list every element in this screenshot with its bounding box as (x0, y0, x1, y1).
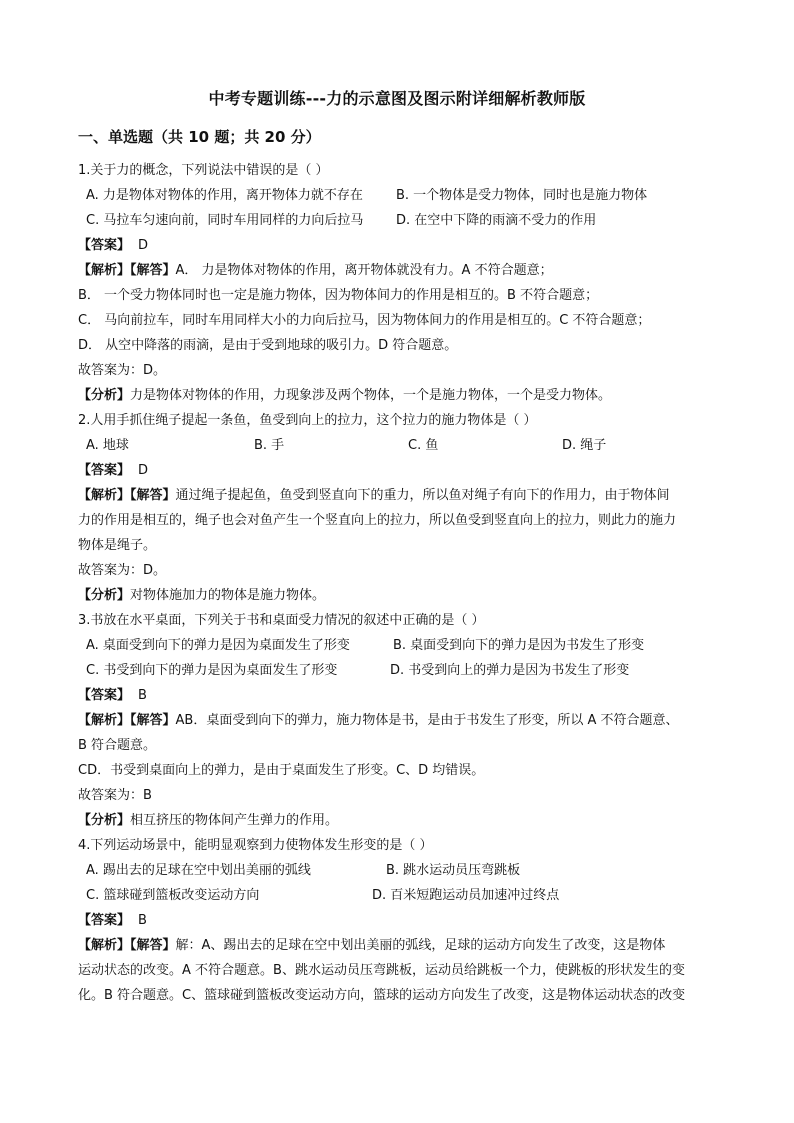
q2-option-c: C. 鱼 (408, 438, 439, 453)
q3-option-a: A. 桌面受到向下的弹力是因为桌面发生了形变 (86, 638, 350, 653)
q2-jiexi-line (78, 487, 670, 505)
answer-tag: 【答案】 (78, 238, 131, 253)
q2-answer-line (78, 462, 148, 480)
q4-jiexi-line (78, 937, 665, 955)
answer-tag: 【答案】 (78, 913, 131, 928)
q1-jiexi-1: A． 力是物体对物体的作用，离开物体就没有力。A 不符合题意； (175, 263, 553, 278)
q1-option-a: A. 力是物体对物体的作用，离开物体力就不存在 (86, 188, 363, 203)
q4-option-c: C. 篮球碰到篮板改变运动方向 (86, 888, 260, 903)
answer-tag: 【答案】 (78, 463, 131, 478)
q2-option-b: B. 手 (254, 438, 285, 453)
q1-option-b: B. 一个物体是受力物体，同时也是施力物体 (396, 188, 648, 203)
q4-answer-line (78, 912, 147, 930)
q4-stem: 4.下列运动场景中，能明显观察到力使物体发生形变的是（ ） (78, 838, 433, 853)
q1-fenxi: 力是物体对物体的作用，力现象涉及两个物体，一个是施力物体，一个是受力物体。 (130, 388, 612, 403)
q4-answer: B (138, 913, 147, 928)
q1-final-answer: 故答案为：D。 (78, 363, 167, 378)
q2-option-d: D. 绳子 (562, 438, 607, 453)
q2-final-answer: 故答案为：D。 (78, 563, 167, 578)
q2-fenxi: 对物体施加力的物体是施力物体。 (130, 588, 326, 603)
q3-answer-line (78, 687, 147, 705)
fenxi-tag: 【分析】 (78, 813, 131, 828)
q3-jiexi-2: B 符合题意。 (78, 738, 157, 753)
jiexi-tag: 【解析】【解答】 (78, 488, 176, 503)
q2-stem: 2.人用手抓住绳子提起一条鱼，鱼受到向上的拉力，这个拉力的施力物体是（ ） (78, 413, 537, 428)
q3-fenxi-line (78, 812, 338, 830)
q3-option-b: B. 桌面受到向下的弹力是因为书发生了形变 (393, 638, 645, 653)
q1-jiexi-3: C． 马向前拉车，同时车用同样大小的力向后拉马，因为物体间力的作用是相互的。C 不符合题意； (78, 313, 651, 328)
q3-jiexi-3: CD．书受到桌面向上的弹力，是由于桌面发生了形变。C、D 均错误。 (78, 763, 485, 778)
fenxi-tag: 【分析】 (78, 388, 131, 403)
q1-jiexi-2: B． 一个受力物体同时也一定是施力物体，因为物体间力的作用是相互的。B 不符合题意； (78, 288, 599, 303)
q2-jiexi-3: 物体是绳子。 (78, 538, 157, 553)
q1-stem: 1.关于力的概念，下列说法中错误的是（ ） (78, 163, 329, 178)
q1-option-d: D. 在空中下降的雨滴不受力的作用 (396, 213, 597, 228)
q3-fenxi: 相互挤压的物体间产生弹力的作用。 (130, 813, 339, 828)
q1-jiexi-line (78, 262, 553, 280)
q2-jiexi-2: 力的作用是相互的，绳子也会对鱼产生一个竖直向上的拉力，所以鱼受到竖直向上的拉力，则此力的施力 (78, 513, 677, 528)
q3-option-c: C. 书受到向下的弹力是因为桌面发生了形变 (86, 663, 338, 678)
jiexi-tag: 【解析】【解答】 (78, 263, 176, 278)
q1-jiexi-4: D． 从空中降落的雨滴，是由于受到地球的吸引力。D 符合题意。 (78, 338, 458, 353)
q1-answer-line (78, 237, 148, 255)
q4-option-d: D. 百米短跑运动员加速冲过终点 (372, 888, 560, 903)
q1-option-c: C. 马拉车匀速向前，同时车用同样的力向后拉马 (86, 213, 364, 228)
q2-answer: D (138, 463, 149, 478)
q3-jiexi-1: AB．桌面受到向下的弹力，施力物体是书，是由于书发生了形变，所以 A 不符合题意、 (175, 713, 679, 728)
q2-option-a: A. 地球 (86, 438, 129, 453)
q3-option-d: D. 书受到向上的弹力是因为书发生了形变 (390, 663, 630, 678)
q4-option-a: A. 踢出去的足球在空中划出美丽的弧线 (86, 863, 311, 878)
q3-answer: B (138, 688, 147, 703)
q4-jiexi-1: 解：A、踢出去的足球在空中划出美丽的弧线，足球的运动方向发生了改变，这是物体 (175, 938, 666, 953)
q3-stem: 3.书放在水平桌面，下列关于书和桌面受力情况的叙述中正确的是（ ） (78, 613, 485, 628)
q4-option-b: B. 跳水运动员压弯跳板 (386, 863, 521, 878)
fenxi-tag: 【分析】 (78, 588, 131, 603)
jiexi-tag: 【解析】【解答】 (78, 713, 176, 728)
q1-fenxi-line (78, 387, 611, 405)
q1-answer: D (138, 238, 149, 253)
q4-jiexi-2: 运动状态的改变。A 不符合题意。B、跳水运动员压弯跳板，运动员给跳板一个力，使跳板的形状发生的变 (78, 963, 685, 978)
answer-tag: 【答案】 (78, 688, 131, 703)
jiexi-tag: 【解析】【解答】 (78, 938, 176, 953)
section-heading: 一、单选题（共 10 题；共 20 分） (78, 128, 321, 146)
page-title: 中考专题训练---力的示意图及图示附详细解析教师版 (208, 89, 586, 108)
q4-jiexi-3: 化。B 符合题意。C、篮球碰到篮板改变运动方向，篮球的运动方向发生了改变，这是物体运动状态的改变 (78, 988, 686, 1003)
q3-jiexi-line (78, 712, 679, 730)
q2-fenxi-line (78, 587, 325, 605)
q3-final-answer: 故答案为：B (78, 788, 152, 803)
q2-jiexi-1: 通过绳子提起鱼，鱼受到竖直向下的重力，所以鱼对绳子有向下的作用力，由于物体间 (175, 488, 670, 503)
